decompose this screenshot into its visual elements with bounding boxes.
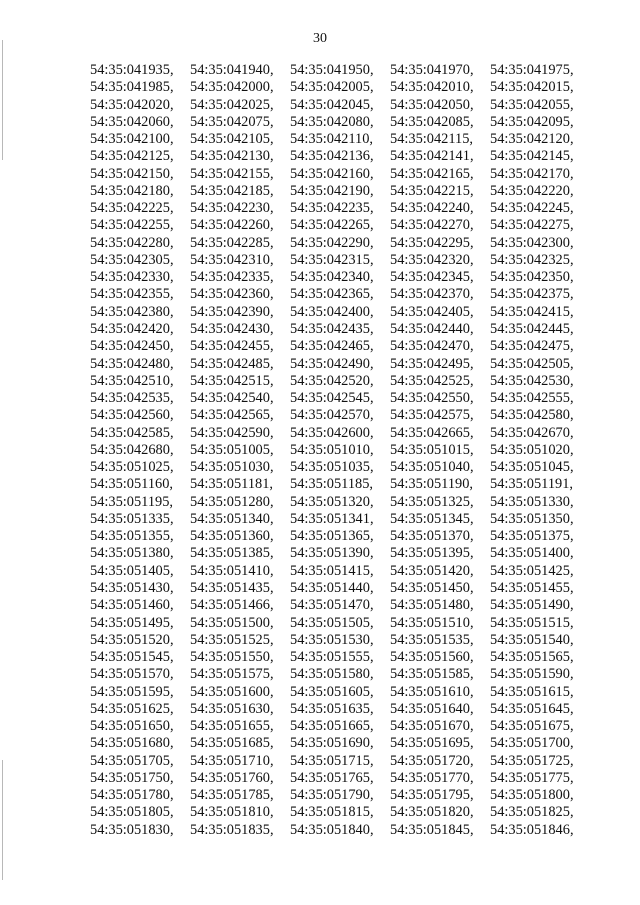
cadastral-number: 54:35:051765,: [290, 769, 374, 786]
cadastral-number: 54:35:051505,: [290, 614, 374, 631]
cadastral-number: 54:35:051695,: [390, 735, 474, 752]
cadastral-number: 54:35:041970,: [390, 62, 474, 78]
cadastral-number: 54:35:051191,: [490, 476, 574, 493]
cadastral-number: 54:35:051415,: [290, 562, 374, 579]
cadastral-number: 54:35:042235,: [290, 200, 374, 217]
cadastral-number: 54:35:042265,: [290, 217, 374, 234]
cadastral-number: 54:35:051181,: [190, 476, 274, 493]
cadastral-number: 54:35:042545,: [290, 390, 374, 407]
cadastral-number: 54:35:051345,: [390, 510, 474, 527]
cadastral-number: 54:35:042215,: [390, 182, 474, 199]
cadastral-number: 54:35:051365,: [290, 528, 374, 545]
cadastral-number: 54:35:042535,: [90, 390, 174, 407]
cadastral-number: 54:35:042320,: [390, 251, 474, 268]
cadastral-number: 54:35:042060,: [90, 113, 174, 130]
cadastral-number: 54:35:051005,: [190, 441, 274, 458]
cadastral-number: 54:35:042190,: [290, 182, 374, 199]
cadastral-number: 54:35:051385,: [190, 545, 274, 562]
number-row: [90, 269, 590, 286]
cadastral-number: 54:35:042240,: [390, 200, 474, 217]
number-row: [90, 563, 590, 580]
cadastral-number: 54:35:042565,: [190, 407, 274, 424]
cadastral-number: 54:35:051466,: [190, 597, 274, 614]
cadastral-number: 54:35:042590,: [190, 424, 274, 441]
cadastral-number: 54:35:051835,: [190, 821, 274, 838]
cadastral-number: 54:35:042245,: [490, 200, 574, 217]
cadastral-number: 54:35:042330,: [90, 269, 174, 286]
cadastral-number: 54:35:051785,: [190, 787, 274, 804]
cadastral-number: 54:35:042165,: [390, 165, 474, 182]
number-row: [90, 166, 590, 183]
cadastral-number: 54:35:051715,: [290, 752, 374, 769]
cadastral-number: 54:35:042345,: [390, 269, 474, 286]
cadastral-number: 54:35:042505,: [490, 355, 574, 372]
cadastral-number: 54:35:051370,: [390, 528, 474, 545]
cadastral-number-list: [90, 62, 590, 839]
cadastral-number: 54:35:042670,: [490, 424, 574, 441]
cadastral-number: 54:35:051340,: [190, 510, 274, 527]
cadastral-number: 54:35:042480,: [90, 355, 174, 372]
number-row: [90, 200, 590, 217]
cadastral-number: 54:35:051520,: [90, 631, 174, 648]
number-row: [90, 494, 590, 511]
cadastral-number: 54:35:042115,: [390, 131, 474, 148]
cadastral-number: 54:35:042180,: [90, 182, 174, 199]
number-row: [90, 770, 590, 787]
cadastral-number: 54:35:042475,: [490, 338, 574, 355]
cadastral-number: 54:35:051560,: [390, 649, 474, 666]
cadastral-number: 54:35:051540,: [490, 631, 574, 648]
cadastral-number: 54:35:051846,: [490, 821, 574, 838]
cadastral-number: 54:35:051535,: [390, 631, 474, 648]
cadastral-number: 54:35:042095,: [490, 113, 574, 130]
cadastral-number: 54:35:042525,: [390, 372, 474, 389]
cadastral-number: 54:35:051575,: [190, 666, 274, 683]
cadastral-number: 54:35:051025,: [90, 459, 174, 476]
cadastral-number: 54:35:051015,: [390, 441, 474, 458]
number-row: [90, 632, 590, 649]
cadastral-number: 54:35:042285,: [190, 234, 274, 251]
cadastral-number: 54:35:051790,: [290, 787, 374, 804]
cadastral-number: 54:35:042380,: [90, 303, 174, 320]
cadastral-number: 54:35:042585,: [90, 424, 174, 441]
cadastral-number: 54:35:051450,: [390, 579, 474, 596]
cadastral-number: 54:35:042075,: [190, 113, 274, 130]
cadastral-number: 54:35:051775,: [490, 769, 574, 786]
number-row: [90, 97, 590, 114]
cadastral-number: 54:35:051820,: [390, 804, 474, 821]
cadastral-number: 54:35:051030,: [190, 459, 274, 476]
number-row: [90, 235, 590, 252]
cadastral-number: 54:35:042130,: [190, 148, 274, 165]
cadastral-number: 54:35:051320,: [290, 493, 374, 510]
cadastral-number: 54:35:051280,: [190, 493, 274, 510]
cadastral-number: 54:35:051350,: [490, 510, 574, 527]
number-row: [90, 666, 590, 683]
cadastral-number: 54:35:051435,: [190, 579, 274, 596]
cadastral-number: 54:35:042010,: [390, 79, 474, 96]
cadastral-number: 54:35:051380,: [90, 545, 174, 562]
number-row: [90, 511, 590, 528]
cadastral-number: 54:35:051845,: [390, 821, 474, 838]
cadastral-number: 54:35:051565,: [490, 649, 574, 666]
number-row: [90, 131, 590, 148]
cadastral-number: 54:35:042350,: [490, 269, 574, 286]
number-row: [90, 62, 590, 79]
cadastral-number: 54:35:051585,: [390, 666, 474, 683]
cadastral-number: 54:35:042450,: [90, 338, 174, 355]
cadastral-number: 54:35:051400,: [490, 545, 574, 562]
cadastral-number: 54:35:051410,: [190, 562, 274, 579]
cadastral-number: 54:35:042530,: [490, 372, 574, 389]
cadastral-number: 54:35:051770,: [390, 769, 474, 786]
cadastral-number: 54:35:042400,: [290, 303, 374, 320]
cadastral-number: 54:35:041935,: [90, 62, 174, 78]
cadastral-number: 54:35:042000,: [190, 79, 274, 96]
cadastral-number: 54:35:041940,: [190, 62, 274, 78]
number-row: [90, 286, 590, 303]
number-row: [90, 615, 590, 632]
number-row: [90, 304, 590, 321]
cadastral-number: 54:35:042255,: [90, 217, 174, 234]
cadastral-number: 54:35:051040,: [390, 459, 474, 476]
cadastral-number: 54:35:042050,: [390, 96, 474, 113]
cadastral-number: 54:35:042141,: [390, 148, 474, 165]
cadastral-number: 54:35:042515,: [190, 372, 274, 389]
number-row: [90, 701, 590, 718]
cadastral-number: 54:35:051325,: [390, 493, 474, 510]
cadastral-number: 54:35:042485,: [190, 355, 274, 372]
cadastral-number: 54:35:051710,: [190, 752, 274, 769]
cadastral-number: 54:35:042125,: [90, 148, 174, 165]
page-number: 30: [313, 31, 327, 46]
cadastral-number: 54:35:051795,: [390, 787, 474, 804]
cadastral-number: 54:35:051665,: [290, 718, 374, 735]
number-row: [90, 425, 590, 442]
cadastral-number: 54:35:051195,: [90, 493, 174, 510]
cadastral-number: 54:35:051480,: [390, 597, 474, 614]
cadastral-number: 54:35:042560,: [90, 407, 174, 424]
cadastral-number: 54:35:042420,: [90, 320, 174, 337]
cadastral-number: 54:35:042550,: [390, 390, 474, 407]
cadastral-number: 54:35:042465,: [290, 338, 374, 355]
cadastral-number: 54:35:051640,: [390, 700, 474, 717]
cadastral-number: 54:35:051515,: [490, 614, 574, 631]
number-row: [90, 252, 590, 269]
cadastral-number: 54:35:042575,: [390, 407, 474, 424]
cadastral-number: 54:35:051395,: [390, 545, 474, 562]
cadastral-number: 54:35:051805,: [90, 804, 174, 821]
number-row: [90, 79, 590, 96]
cadastral-number: 54:35:042440,: [390, 320, 474, 337]
number-row: [90, 407, 590, 424]
number-row: [90, 183, 590, 200]
cadastral-number: 54:35:051510,: [390, 614, 474, 631]
number-row: [90, 390, 590, 407]
cadastral-number: 54:35:051490,: [490, 597, 574, 614]
cadastral-number: 54:35:042540,: [190, 390, 274, 407]
cadastral-number: 54:35:051335,: [90, 510, 174, 527]
cadastral-number: 54:35:042355,: [90, 286, 174, 303]
cadastral-number: 54:35:051555,: [290, 649, 374, 666]
number-row: [90, 787, 590, 804]
cadastral-number: 54:35:042365,: [290, 286, 374, 303]
cadastral-number: 54:35:051010,: [290, 441, 374, 458]
cadastral-number: 54:35:051045,: [490, 459, 574, 476]
cadastral-number: 54:35:051580,: [290, 666, 374, 683]
cadastral-number: 54:35:051680,: [90, 735, 174, 752]
cadastral-number: 54:35:042005,: [290, 79, 374, 96]
cadastral-number: 54:35:042020,: [90, 96, 174, 113]
cadastral-number: 54:35:051615,: [490, 683, 574, 700]
cadastral-number: 54:35:051595,: [90, 683, 174, 700]
cadastral-number: 54:35:051700,: [490, 735, 574, 752]
cadastral-number: 54:35:051605,: [290, 683, 374, 700]
cadastral-number: 54:35:042300,: [490, 234, 574, 251]
cadastral-number: 54:35:042415,: [490, 303, 574, 320]
cadastral-number: 54:35:051035,: [290, 459, 374, 476]
number-row: [90, 753, 590, 770]
number-row: [90, 684, 590, 701]
cadastral-number: 54:35:042100,: [90, 131, 174, 148]
cadastral-number: 54:35:051440,: [290, 579, 374, 596]
cadastral-number: 54:35:042055,: [490, 96, 574, 113]
cadastral-number: 54:35:051341,: [290, 510, 374, 527]
cadastral-number: 54:35:042325,: [490, 251, 574, 268]
cadastral-number: 54:35:051460,: [90, 597, 174, 614]
cadastral-number: 54:35:051375,: [490, 528, 574, 545]
cadastral-number: 54:35:042225,: [90, 200, 174, 217]
cadastral-number: 54:35:042665,: [390, 424, 474, 441]
cadastral-number: 54:35:051670,: [390, 718, 474, 735]
cadastral-number: 54:35:042360,: [190, 286, 274, 303]
cadastral-number: 54:35:051720,: [390, 752, 474, 769]
cadastral-number: 54:35:051500,: [190, 614, 274, 631]
number-row: [90, 649, 590, 666]
number-row: [90, 545, 590, 562]
cadastral-number: 54:35:051800,: [490, 787, 574, 804]
cadastral-number: 54:35:042085,: [390, 113, 474, 130]
cadastral-number: 54:35:051655,: [190, 718, 274, 735]
cadastral-number: 54:35:042270,: [390, 217, 474, 234]
cadastral-number: 54:35:042335,: [190, 269, 274, 286]
cadastral-number: 54:35:042580,: [490, 407, 574, 424]
cadastral-number: 54:35:042370,: [390, 286, 474, 303]
cadastral-number: 54:35:051690,: [290, 735, 374, 752]
cadastral-number: 54:35:051525,: [190, 631, 274, 648]
cadastral-number: 54:35:042445,: [490, 320, 574, 337]
cadastral-number: 54:35:041950,: [290, 62, 374, 78]
cadastral-number: 54:35:042045,: [290, 96, 374, 113]
cadastral-number: 54:35:051815,: [290, 804, 374, 821]
cadastral-number: 54:35:051590,: [490, 666, 574, 683]
cadastral-number: 54:35:051495,: [90, 614, 174, 631]
number-row: [90, 476, 590, 493]
cadastral-number: 54:35:042170,: [490, 165, 574, 182]
cadastral-number: 54:35:051625,: [90, 700, 174, 717]
number-row: [90, 597, 590, 614]
cadastral-number: 54:35:042495,: [390, 355, 474, 372]
cadastral-number: 54:35:051425,: [490, 562, 574, 579]
cadastral-number: 54:35:051570,: [90, 666, 174, 683]
number-row: [90, 718, 590, 735]
cadastral-number: 54:35:051750,: [90, 769, 174, 786]
number-row: [90, 528, 590, 545]
cadastral-number: 54:35:041975,: [490, 62, 574, 78]
cadastral-number: 54:35:051405,: [90, 562, 174, 579]
cadastral-number: 54:35:051190,: [390, 476, 474, 493]
cadastral-number: 54:35:042155,: [190, 165, 274, 182]
cadastral-number: 54:35:042680,: [90, 441, 174, 458]
cadastral-number: 54:35:042490,: [290, 355, 374, 372]
cadastral-number: 54:35:042120,: [490, 131, 574, 148]
cadastral-number: 54:35:042405,: [390, 303, 474, 320]
cadastral-number: 54:35:051185,: [290, 476, 374, 493]
cadastral-number: 54:35:042145,: [490, 148, 574, 165]
cadastral-number: 54:35:051455,: [490, 579, 574, 596]
cadastral-number: 54:35:042160,: [290, 165, 374, 182]
cadastral-number: 54:35:042150,: [90, 165, 174, 182]
cadastral-number: 54:35:051600,: [190, 683, 274, 700]
cadastral-number: 54:35:042375,: [490, 286, 574, 303]
cadastral-number: 54:35:051780,: [90, 787, 174, 804]
cadastral-number: 54:35:041985,: [90, 79, 174, 96]
cadastral-number: 54:35:051650,: [90, 718, 174, 735]
cadastral-number: 54:35:042310,: [190, 251, 274, 268]
cadastral-number: 54:35:042136,: [290, 148, 374, 165]
cadastral-number: 54:35:051810,: [190, 804, 274, 821]
cadastral-number: 54:35:051630,: [190, 700, 274, 717]
cadastral-number: 54:35:042110,: [290, 131, 374, 148]
cadastral-number: 54:35:051330,: [490, 493, 574, 510]
cadastral-number: 54:35:042340,: [290, 269, 374, 286]
cadastral-number: 54:35:042220,: [490, 182, 574, 199]
cadastral-number: 54:35:042430,: [190, 320, 274, 337]
number-row: [90, 217, 590, 234]
cadastral-number: 54:35:051675,: [490, 718, 574, 735]
cadastral-number: 54:35:051360,: [190, 528, 274, 545]
cadastral-number: 54:35:042295,: [390, 234, 474, 251]
cadastral-number: 54:35:051610,: [390, 683, 474, 700]
cadastral-number: 54:35:042390,: [190, 303, 274, 320]
cadastral-number: 54:35:042280,: [90, 234, 174, 251]
cadastral-number: 54:35:051355,: [90, 528, 174, 545]
cadastral-number: 54:35:042555,: [490, 390, 574, 407]
cadastral-number: 54:35:051530,: [290, 631, 374, 648]
cadastral-number: 54:35:051685,: [190, 735, 274, 752]
number-row: [90, 459, 590, 476]
cadastral-number: 54:35:042105,: [190, 131, 274, 148]
scan-edge-mark-bottom: [2, 760, 3, 880]
cadastral-number: 54:35:042435,: [290, 320, 374, 337]
cadastral-number: 54:35:042015,: [490, 79, 574, 96]
cadastral-number: 54:35:051725,: [490, 752, 574, 769]
cadastral-number: 54:35:051160,: [90, 476, 174, 493]
cadastral-number: 54:35:051705,: [90, 752, 174, 769]
cadastral-number: 54:35:051635,: [290, 700, 374, 717]
cadastral-number: 54:35:042275,: [490, 217, 574, 234]
number-row: [90, 822, 590, 839]
cadastral-number: 54:35:042570,: [290, 407, 374, 424]
number-row: [90, 442, 590, 459]
cadastral-number: 54:35:051825,: [490, 804, 574, 821]
number-row: [90, 804, 590, 821]
cadastral-number: 54:35:042305,: [90, 251, 174, 268]
cadastral-number: 54:35:042260,: [190, 217, 274, 234]
number-row: [90, 321, 590, 338]
scan-edge-mark-top: [2, 40, 3, 160]
cadastral-number: 54:35:051020,: [490, 441, 574, 458]
cadastral-number: 54:35:042080,: [290, 113, 374, 130]
cadastral-number: 54:35:051545,: [90, 649, 174, 666]
number-row: [90, 373, 590, 390]
number-row: [90, 356, 590, 373]
cadastral-number: 54:35:042290,: [290, 234, 374, 251]
number-row: [90, 735, 590, 752]
cadastral-number: 54:35:042230,: [190, 200, 274, 217]
cadastral-number: 54:35:042455,: [190, 338, 274, 355]
cadastral-number: 54:35:051390,: [290, 545, 374, 562]
cadastral-number: 54:35:051420,: [390, 562, 474, 579]
number-row: [90, 338, 590, 355]
cadastral-number: 54:35:042520,: [290, 372, 374, 389]
cadastral-number: 54:35:051430,: [90, 579, 174, 596]
cadastral-number: 54:35:051840,: [290, 821, 374, 838]
cadastral-number: 54:35:042470,: [390, 338, 474, 355]
cadastral-number: 54:35:042510,: [90, 372, 174, 389]
cadastral-number: 54:35:051470,: [290, 597, 374, 614]
number-row: [90, 148, 590, 165]
cadastral-number: 54:35:042185,: [190, 182, 274, 199]
cadastral-number: 54:35:051760,: [190, 769, 274, 786]
number-row: [90, 580, 590, 597]
cadastral-number: 54:35:051550,: [190, 649, 274, 666]
cadastral-number: 54:35:051645,: [490, 700, 574, 717]
number-row: [90, 114, 590, 131]
cadastral-number: 54:35:051830,: [90, 821, 174, 838]
cadastral-number: 54:35:042600,: [290, 424, 374, 441]
cadastral-number: 54:35:042025,: [190, 96, 274, 113]
cadastral-number: 54:35:042315,: [290, 251, 374, 268]
